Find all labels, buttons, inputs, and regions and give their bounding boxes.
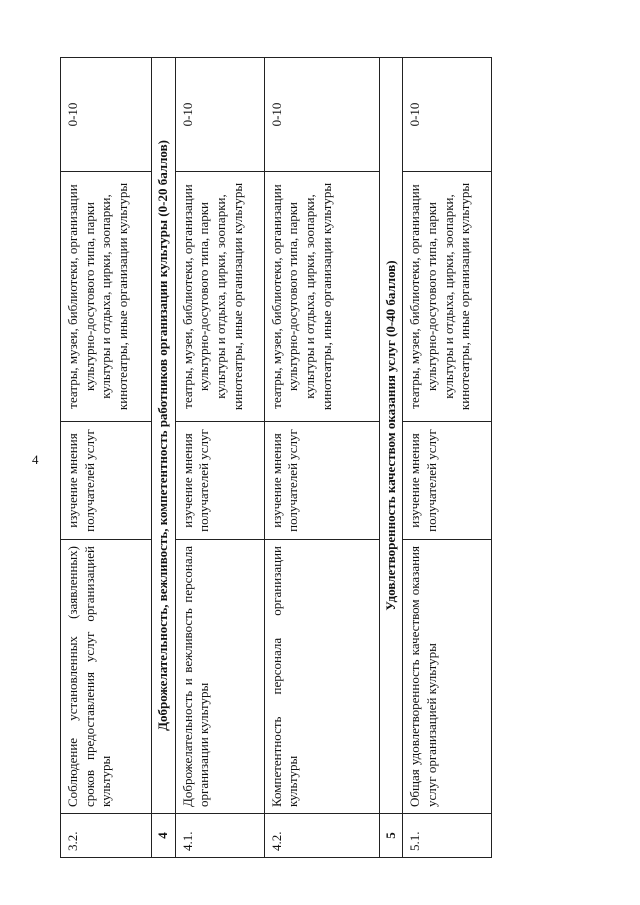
criterion-text: Доброжелательность и вежливость персонала организации культуры (175, 540, 264, 814)
organizations-text: театры, музеи, библиотеки, организации культурно-досугового типа, парки культуры и отдыха, цирки, зоопарки, кинотеатры, иные организации культуры (403, 172, 492, 422)
criteria-table (60, 57, 492, 858)
method-text: изучение мнения получателей услуг (61, 422, 152, 540)
table-row-3-2 (61, 58, 152, 858)
method-text: изучение мнения получателей услуг (175, 422, 264, 540)
criterion-text: Соблюдение установленных (заявленных) сроков предоставления услуг организацией культуры (61, 540, 152, 814)
score-range: 0-10 (403, 58, 492, 172)
section-number: 5 (379, 814, 403, 858)
score-range: 0-10 (175, 58, 264, 172)
score-range: 0-10 (61, 58, 152, 172)
table-row-4-1 (175, 58, 264, 858)
criterion-text: Компетентность персонала организации культуры (264, 540, 379, 814)
method-text: изучение мнения получателей услуг (403, 422, 492, 540)
criterion-text: Общая удовлетворенность качеством оказания услуг организацией культуры (403, 540, 492, 814)
score-range: 0-10 (264, 58, 379, 172)
row-number: 4.1. (175, 814, 264, 858)
section-number: 4 (152, 814, 176, 858)
method-text: изучение мнения получателей услуг (264, 422, 379, 540)
rotated-table-container (60, 58, 500, 858)
organizations-text: театры, музеи, библиотеки, организации культурно-досугового типа, парки культуры и отдыха, цирки, зоопарки, кинотеатры, иные организации культуры (264, 172, 379, 422)
section-row-4 (152, 58, 176, 858)
section-title: Удовлетворенность качеством оказания услуг (0-40 баллов) (379, 58, 403, 814)
section-title: Доброжелательность, вежливость, компетентность работников организации культуры (0-20 баллов) (152, 58, 176, 814)
organizations-text: театры, музеи, библиотеки, организации культурно-досугового типа, парки культуры и отдыха, цирки, зоопарки, кинотеатры, иные организации культуры (61, 172, 152, 422)
row-number: 5.1. (403, 814, 492, 858)
page-number: 4 (32, 452, 39, 467)
section-row-5 (379, 58, 403, 858)
row-number: 4.2. (264, 814, 379, 858)
table-row-4-2 (264, 58, 379, 858)
organizations-text: театры, музеи, библиотеки, организации культурно-досугового типа, парки культуры и отдыха, цирки, зоопарки, кинотеатры, иные организации культуры (175, 172, 264, 422)
table-row-5-1 (403, 58, 492, 858)
row-number: 3.2. (61, 814, 152, 858)
